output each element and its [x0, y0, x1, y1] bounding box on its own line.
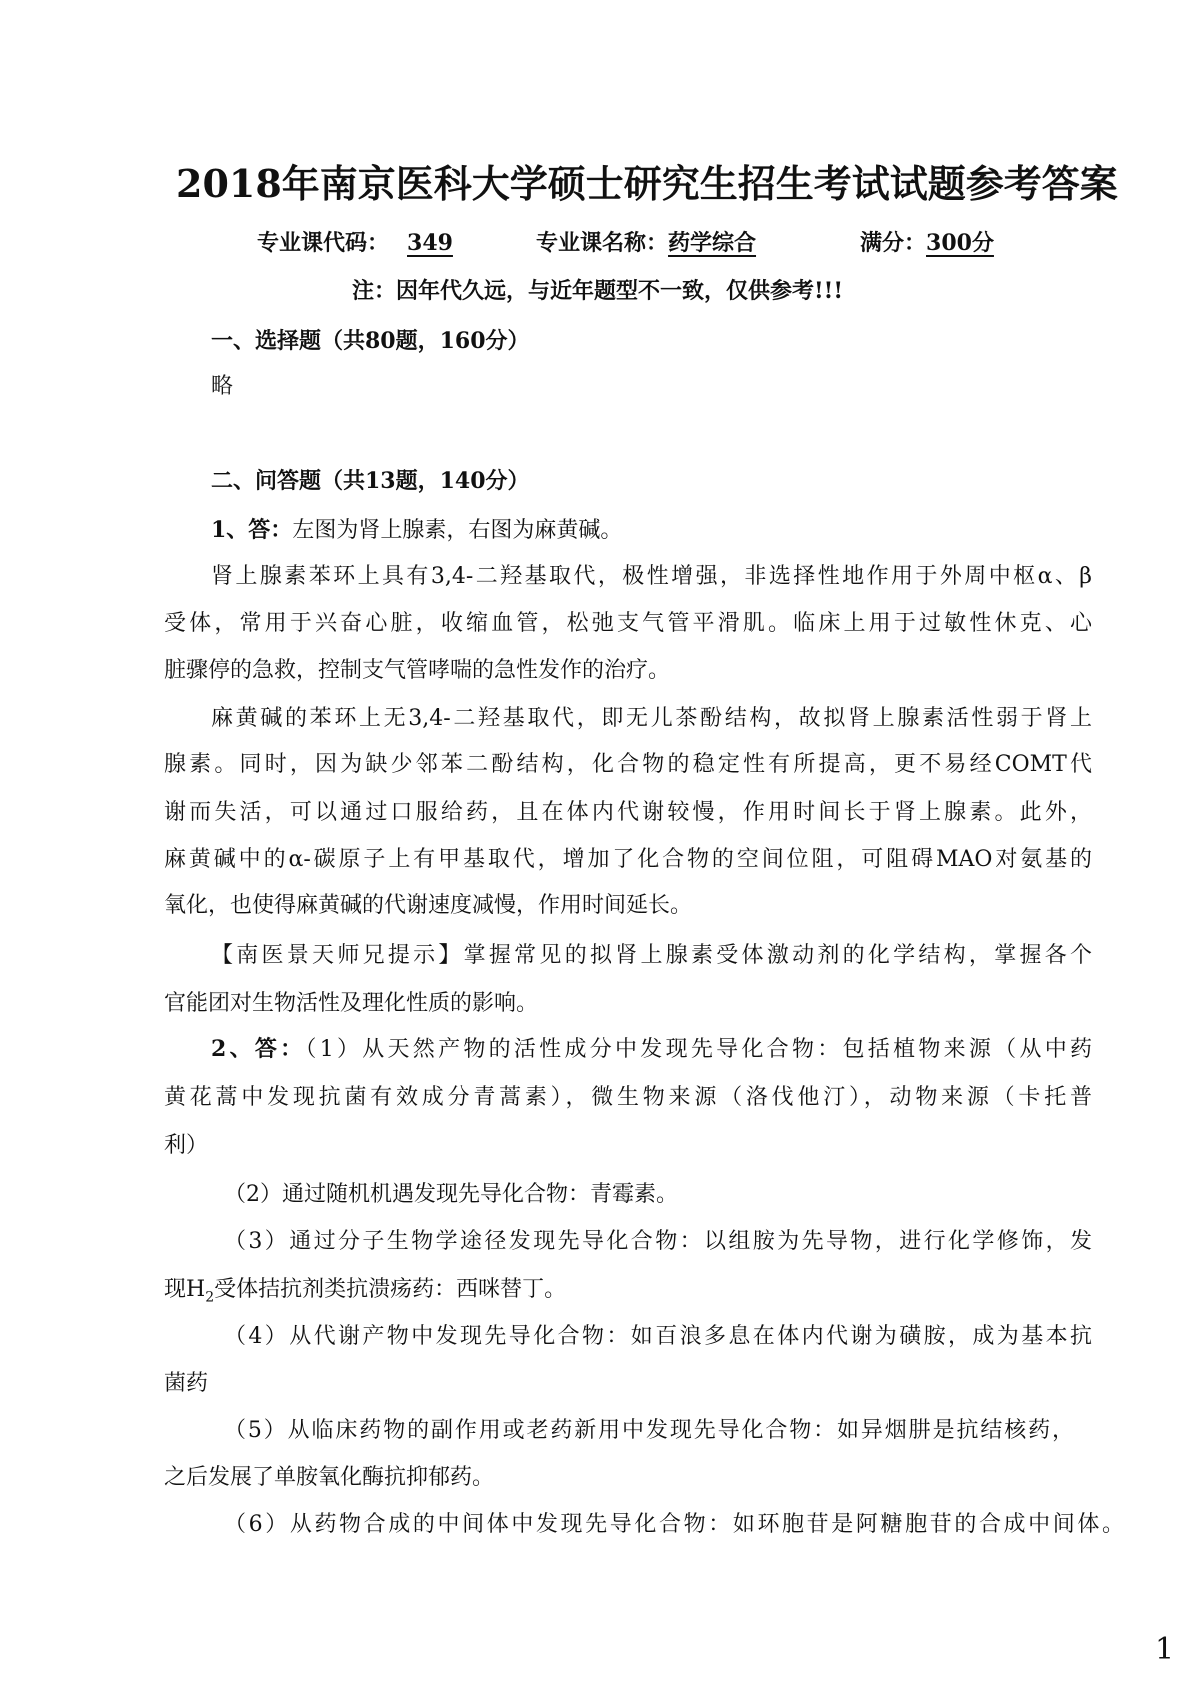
course-name-label: 专业课名称： [536, 230, 669, 256]
course-name-value: 药学综合 [668, 230, 757, 256]
q1-answer-first-line [211, 513, 622, 548]
full-score-label: 满分： [860, 230, 927, 256]
q1-line: 谢而失活，可以通过口服给药，且在体内代谢较慢，作用时间长于肾上腺素。此外， [164, 800, 1092, 825]
q2-line [164, 1273, 566, 1314]
q2-line-text: 受体拮抗剂类抗溃疡药：西咪替丁。 [214, 1277, 567, 1302]
q1-tip-line: 官能团对生物活性及理化性质的影响。 [164, 991, 539, 1016]
q2-line: 之后发展了单胺氧化酶抗抑郁药。 [164, 1465, 495, 1490]
full-score-value: 300分 [926, 230, 994, 256]
q1-line: 麻黄碱的苯环上无3,4-二羟基取代，即无儿茶酚结构，故拟肾上腺素活性弱于肾上 [211, 706, 1092, 731]
h2-subscript: 2 [205, 1289, 215, 1306]
q2-line: 利） [164, 1133, 209, 1158]
q1-line: 腺素。同时，因为缺少邻苯二酚结构，化合物的稳定性有所提高，更不易经COMT代 [164, 752, 1092, 777]
q2-line: 菌药 [164, 1371, 209, 1396]
q1-label: 1、答： [211, 517, 293, 543]
q1-line: 受体，常用于兴奋心脏，收缩血管，松弛支气管平滑肌。临床上用于过敏性休克、心 [164, 611, 1092, 636]
q2-item: （4）从代谢产物中发现先导化合物：如百浪多息在体内代谢为磺胺，成为基本抗 [224, 1324, 1092, 1349]
q2-item: （5）从临床药物的副作用或老药新用中发现先导化合物：如异烟肼是抗结核药， [224, 1418, 1074, 1443]
q2-label: 2、答： [211, 1036, 306, 1062]
section-1-heading: 一、选择题（共80题，160分） [211, 328, 530, 354]
full-score [860, 226, 994, 260]
q1-line: 脏骤停的急救，控制支气管哮喘的急性发作的治疗。 [164, 658, 671, 683]
q2-answer-first-line [211, 1032, 1092, 1067]
q2-item: （3）通过分子生物学途径发现先导化合物：以组胺为先导物，进行化学修饰，发 [224, 1229, 1092, 1254]
course-code [257, 226, 471, 260]
q2-item: （2）通过随机机遇发现先导化合物：青霉素。 [224, 1182, 678, 1207]
course-code-value: 349 [407, 230, 453, 256]
q2-line: 黄花蒿中发现抗菌有效成分青蒿素），微生物来源（洛伐他汀），动物来源（卡托普 [164, 1085, 1092, 1110]
section-2-heading: 二、问答题（共13题，140分） [211, 468, 530, 494]
q1-line: 氧化，也使得麻黄碱的代谢速度减慢，作用时间延长。 [164, 893, 693, 918]
page-number: 1 [1155, 1632, 1175, 1667]
q1-first-text: 左图为肾上腺素，右图为麻黄碱。 [292, 518, 623, 543]
q1-tip-line: 【南医景天师兄提示】掌握常见的拟肾上腺素受体激动剂的化学结构，掌握各个 [211, 943, 1092, 968]
note: 注：因年代久远，与近年题型不一致，仅供参考!!! [352, 278, 843, 304]
h2-prefix: 现H [164, 1277, 206, 1302]
q2-first-text: （1）从天然产物的活性成分中发现先导化合物：包括植物来源（从中药 [305, 1037, 1093, 1062]
q2-item: （6）从药物合成的中间体中发现先导化合物：如环胞苷是阿糖胞苷的合成中间体。 [224, 1512, 1124, 1537]
q1-line: 肾上腺素苯环上具有3,4-二羟基取代，极性增强，非选择性地作用于外周中枢α、β [211, 564, 1092, 589]
section-1-body: 略 [211, 374, 234, 399]
q1-line: 麻黄碱中的α-碳原子上有甲基取代，增加了化合物的空间位阻，可阻碍MAO对氨基的 [164, 847, 1092, 872]
document-title: 2018年南京医科大学硕士研究生招生考试试题参考答案 [176, 161, 1118, 206]
course-code-label: 专业课代码： [257, 230, 390, 256]
course-name [536, 226, 756, 260]
